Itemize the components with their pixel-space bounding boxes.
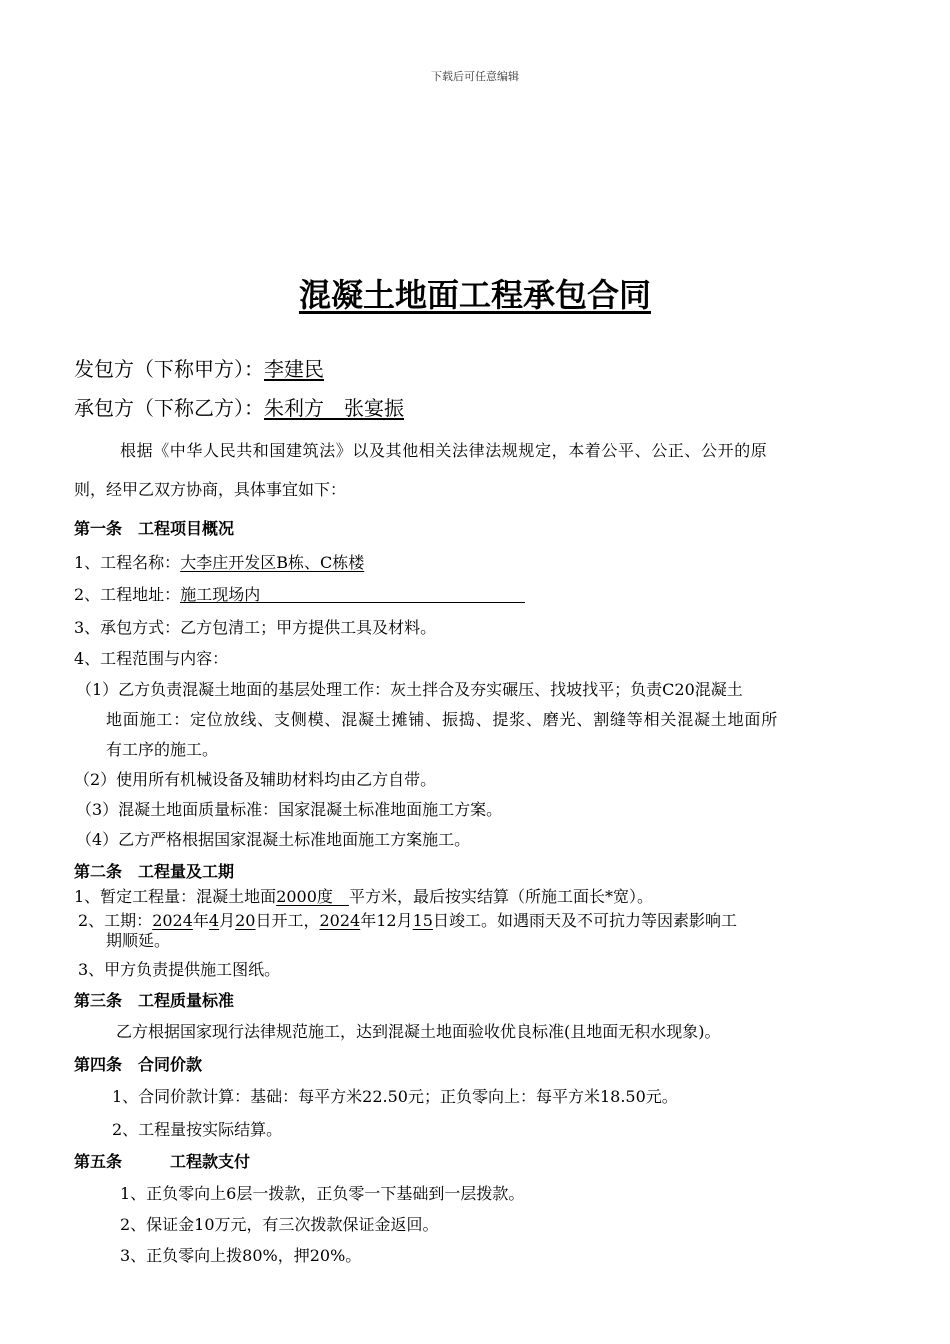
page-header: 下载后可任意编辑	[431, 70, 519, 83]
project-address-line	[74, 585, 525, 605]
scope-item-1-line-1: （1）乙方负责混凝土地面的基层处理工作：灰土拌合及夯实碾压、找坡找平；负责C20混凝土	[76, 680, 743, 699]
scope-item-4: （4）乙方严格根据国家混凝土标准地面施工方案施工。	[76, 830, 471, 849]
contract-title	[0, 270, 950, 316]
project-name-line	[74, 553, 364, 573]
payment-item-2: 2、保证金10万元，有三次拨款保证金返回。	[120, 1215, 439, 1234]
end-text: 日竣工。如遇雨天及不可抗力等因素影响工	[432, 911, 737, 930]
intro-line-2: 则，经甲乙双方协商，具体事宜如下：	[74, 480, 347, 499]
intro-line-1: 根据《中华人民共和国建筑法》以及其他相关法律法规规定，本着公平、公正、公开的原	[120, 441, 768, 460]
project-address-value: 施工现场内	[180, 585, 261, 604]
article-3-heading: 第三条 工程质量标准	[74, 991, 235, 1010]
contract-title-text: 混凝土地面工程承包合同	[298, 276, 651, 314]
period-line-1	[78, 911, 737, 931]
party-a-line	[74, 356, 324, 382]
project-address-label: 2、工程地址：	[74, 585, 181, 604]
project-name-value: 大李庄开发区B栋、C栋楼	[180, 553, 365, 572]
end-day: 15	[412, 911, 433, 930]
party-a-name: 李建民	[264, 357, 324, 381]
contract-mode-line: 3、承包方式：乙方包清工；甲方提供工具及材料。	[74, 618, 437, 637]
end-year: 2024	[319, 911, 361, 930]
quantity-suffix: 平方米，最后按实结算（所施工面长*宽）。	[348, 887, 653, 906]
payment-item-3: 3、正负零向上拨80%，押20%。	[120, 1246, 362, 1265]
quantity-prefix: 1、暂定工程量：混凝土地面	[74, 887, 277, 906]
quantity-value: 2000度	[276, 887, 333, 906]
end-year-month-text: 年12月	[360, 911, 413, 930]
party-b-label: 承包方（下称乙方）：	[74, 396, 264, 420]
drawings-line: 3、甲方负责提供施工图纸。	[78, 960, 281, 979]
quality-standard-text: 乙方根据国家现行法律规范施工，达到混凝土地面验收优良标准(且地面无积水现象)。	[116, 1022, 721, 1041]
price-item-1: 1、合同价款计算：基础：每平方米22.50元；正负零向上：每平方米18.50元。	[112, 1087, 678, 1106]
project-name-label: 1、工程名称：	[74, 553, 181, 572]
month-text: 月	[219, 911, 236, 930]
scope-item-1-line-3: 有工序的施工。	[106, 740, 219, 759]
year-text: 年	[192, 911, 209, 930]
start-month: 4	[208, 911, 220, 930]
period-prefix: 2、工期：	[78, 911, 153, 930]
article-5-heading: 第五条 工程款支付	[74, 1152, 251, 1171]
project-address-field	[180, 585, 525, 603]
quantity-line	[74, 887, 653, 907]
party-a-label: 发包方（下称甲方）：	[74, 357, 264, 381]
scope-item-1-line-2: 地面施工：定位放线、支侧模、混凝土摊铺、振捣、提浆、磨光、割缝等相关混凝土地面所	[106, 710, 779, 729]
article-4-heading: 第四条 合同价款	[74, 1055, 203, 1074]
price-item-2: 2、工程量按实际结算。	[112, 1120, 283, 1139]
payment-item-1: 1、正负零向上6层一拨款，正负零一下基础到一层拨款。	[120, 1184, 525, 1203]
party-b-name: 朱利方 张宴振	[264, 396, 404, 420]
start-day: 20	[235, 911, 256, 930]
period-line-2: 期顺延。	[106, 931, 171, 950]
scope-heading: 4、工程范围与内容：	[74, 649, 229, 668]
start-year: 2024	[152, 911, 193, 930]
party-b-line	[74, 395, 404, 421]
start-text: 日开工，	[255, 911, 320, 930]
scope-item-3: （3）混凝土地面质量标准：国家混凝土标准地面施工方案。	[76, 800, 503, 819]
article-1-heading: 第一条 工程项目概况	[74, 519, 235, 538]
scope-item-2: （2）使用所有机械设备及辅助材料均由乙方自带。	[74, 770, 437, 789]
article-2-heading: 第二条 工程量及工期	[74, 862, 235, 881]
